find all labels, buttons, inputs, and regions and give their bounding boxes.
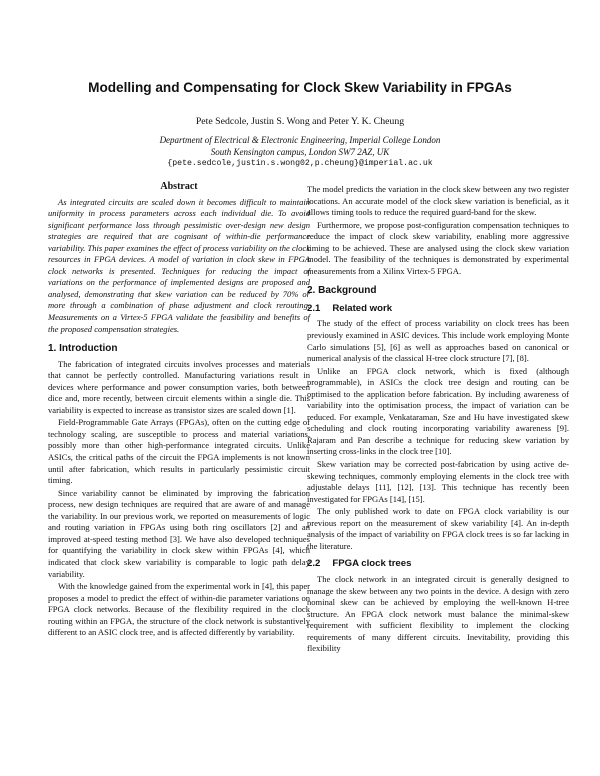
affiliation-address: South Kensington campus, London SW7 2AZ, UK — [210, 146, 390, 157]
affiliation-department: Department of Electrical & Electronic Engineering, Imperial College London — [159, 135, 441, 145]
subsection-title: FPGA clock trees — [332, 558, 412, 570]
body-paragraph: The clock network in an integrated circuit is generally designed to manage the skew between any two points in the device. A design with zero nominal skew can be achieved by employing the well-known H-tree structure. An FPGA clock network must balance the minimal-skew requirement with sufficient flexibility to implement the clocking requirements of many different circuits. Inevitability, providing this flexibility — [307, 573, 569, 654]
intro-paragraph: With the knowledge gained from the experimental work in [4], this paper proposes a model to predict the effect of within-die parameter variations on FPGA clock networks. Because of the flexibility required in the clock routing within an FPGA, the structure of the clock network is substantively different to an ASIC clock tree, and is affected differently by variability. — [48, 581, 310, 638]
right-column — [307, 184, 569, 655]
author-emails: {pete.sedcole,justin.s.wong02,p.cheung}@imperial.ac.uk — [167, 159, 433, 168]
subsection-number: 2.2 — [307, 558, 321, 570]
intro-paragraph: Field-Programmable Gate Arrays (FPGAs), often on the cutting edge of technology scaling, are susceptible to process and material variations, possibly more than other high-performance integrated circuits. Unlike ASICs, the critical paths of the circuit the FPGA implements is not known until after fabrication, which results in particularly pessimistic circuit timing. — [48, 417, 310, 486]
abstract-heading: Abstract — [160, 181, 198, 192]
section-heading-introduction: 1. Introduction — [48, 343, 118, 355]
body-paragraph: The only published work to date on FPGA clock variability is our previous report on the measurement of skew variability [4]. An in-depth analysis of the impact of variability on FPGA clock trees is so far lacking in the literature. — [307, 506, 569, 551]
body-paragraph: Unlike an FPGA clock network, which is fixed (although programmable), in ASICs the clock tree design and routing can be optimised to the application before fabrication. By including awareness of variability into the optimisation process, the impact of variation can be reduced. For example, Venkataraman, Sze and Hu have investigated skew scheduling and clock routing incorporating variability awareness [9]. Rajaram and Pan describe a technique for reducing skew variation by inserting cross-links in the clock tree [10]. — [307, 365, 569, 457]
body-paragraph: The model predicts the variation in the clock skew between any two register locations. An accurate model of the clock skew variation is beneficial, as it allows timing tools to reduce the required guard-band for the skew. — [307, 184, 569, 218]
affiliation-block — [0, 135, 600, 170]
subsection-heading-fpga-clock-trees — [307, 558, 569, 570]
body-paragraph: Skew variation may be corrected post-fabrication by using active de-skewing techniques, commonly employing elements in the clock tree with adjustable delays [11], [12], [13]. This technique has recently been investigated for FPGAs [14], [15]. — [307, 459, 569, 504]
body-paragraph: The study of the effect of process variability on clock trees has been previously examined in ASIC devices. This include work employing Monte Carlo simulations [5], [6] as well as approaches based on canonical or numerical analysis of the classical H-tree clock structure [7], [8]. — [307, 318, 569, 364]
left-column — [48, 181, 310, 639]
section-heading-background: 2. Background — [307, 285, 377, 297]
subsection-heading-related-work — [307, 303, 569, 315]
subsection-number: 2.1 — [307, 302, 321, 314]
author-list: Pete Sedcole, Justin S. Wong and Peter Y. K. Cheung — [195, 116, 405, 127]
intro-paragraph: Since variability cannot be eliminated by improving the fabrication process, new design techniques are required that are aware of and manage the variability. In our previous work, we reported on measurements of logic and routing variation in FPGAs using both ring oscillators [2] and an improved at-speed testing method [3]. We have also developed techniques for quantifying the variability in clock skew within FPGAs [4], which indicated that clock skew variability is comparable to logic path delay variability. — [48, 487, 310, 579]
subsection-title: Related work — [332, 302, 393, 314]
abstract-text: As integrated circuits are scaled down it becomes difficult to maintain uniformity in process parameters across each individual die. To avoid significant performance loss through pessimistic over-design new design strategies are required that are cognisant of within-die performance variability. This paper examines the effect of process variability on the clock resources in FPGA devices. A model of variation in clock skew in FPGA clock networks is presented. Techniques for reducing the impact of variations on the performance of implemented designs are proposed and analysed, demonstrating that skew variation can be reduced by 70% or more through a combination of phase adjustment and clock rerouting. Measurements on a Virtex-5 FPGA validate the feasibility and benefits of the proposed compensation strategies. — [48, 196, 310, 334]
paper-title: Modelling and Compensating for Clock Skew Variability in FPGAs — [88, 80, 512, 95]
body-paragraph: Furthermore, we propose post-configuration compensation techniques to reduce the impact of clock skew variability, enabling more aggressive timing to be achieved. These are analysed using the clock skew variation model. The feasibility of the techniques is demonstrated by experimental measurements from a Xilinx Virtex-5 FPGA. — [307, 219, 569, 276]
intro-paragraph: The fabrication of integrated circuits involves processes and materials that cannot be perfectly controlled. Manufacturing variations result in devices where performance and power consumption varies, both between dice and, more recently, between circuit elements within a single die. This variability is expected to increase as transistor sizes are scaled down [1]. — [48, 358, 310, 415]
